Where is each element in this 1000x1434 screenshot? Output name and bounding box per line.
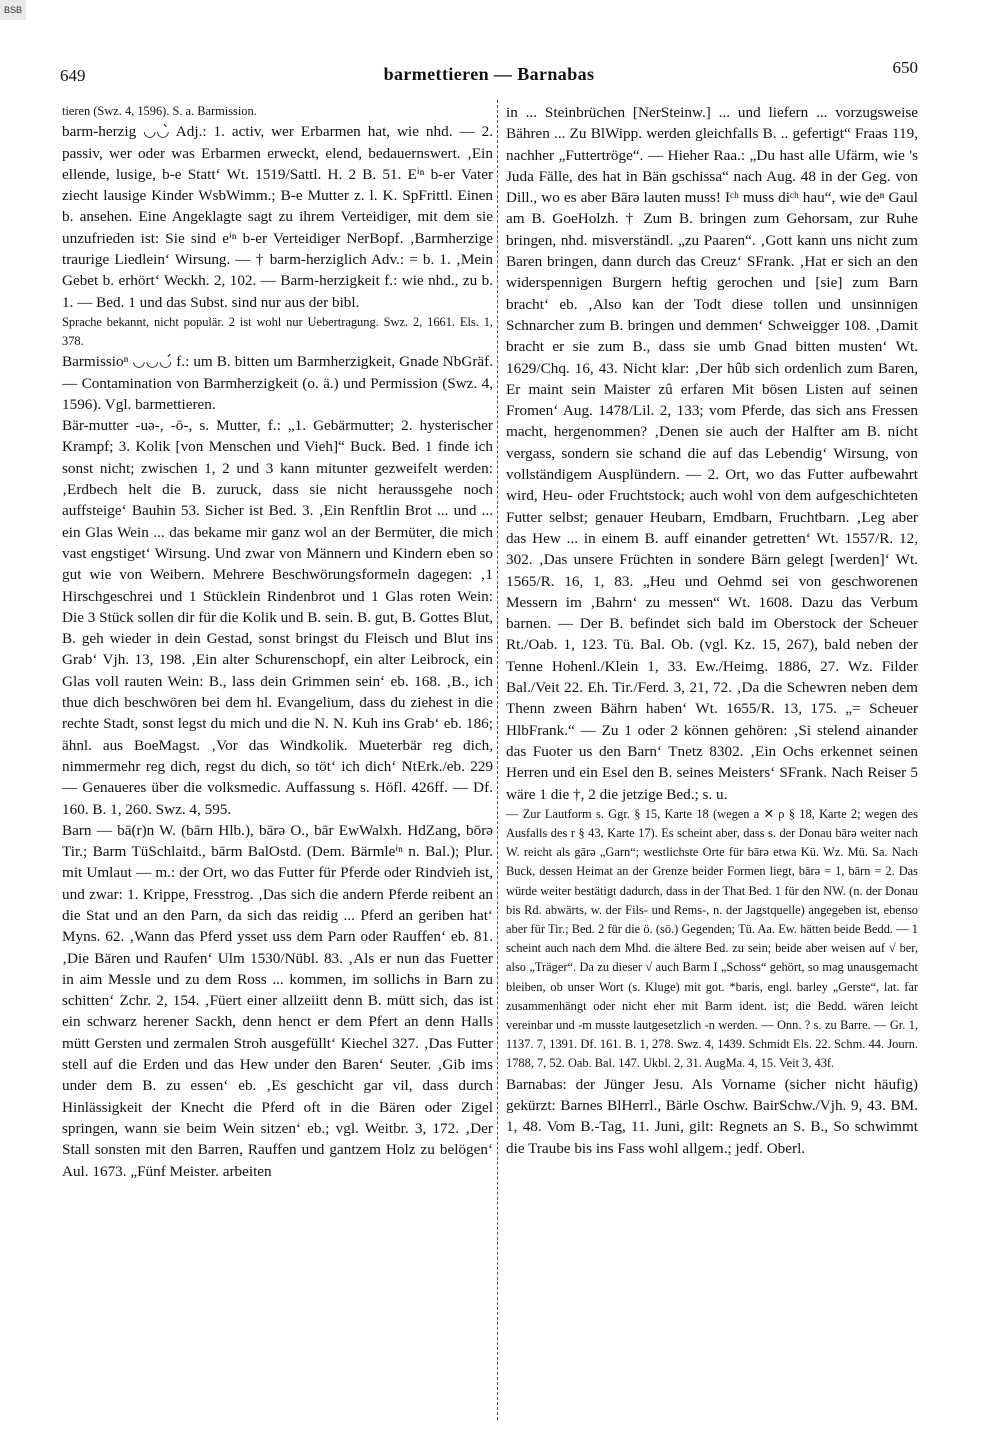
left-page-number: 649 [60, 66, 86, 85]
entry-barnabas: Barnabas: der Jünger Jesu. Als Vorname (sicher nicht häufig) gekürzt: Barnes BlHerrl., Bärle Oschw. BairSchw./Vjh. 9, 43. BM. 1, 48. Vom B.-Tag, 11. Juni, gilt: Regnets an S. B., So schwimmt die Traube bis ins Fass wohl allgem.; jedf. Oberl. [506, 1075, 918, 1157]
entry-barn-continued: in ... Steinbrüchen [NerSteinw.] ... und liefern ... vorzugsweise Bähren ... Zu BlWipp. werden gleichfalls B. .. gefertigt“ Fraas 119, nachher „Futtertröge“. — Hieher Raa.: „Du hast alle Ufärm, wie 's Juda Fälle, des hat in Bän gschissa“ nach Aug. 48 in der Geg. von Dill., wo es aber Bārə lauten muss! Iᶜʰ muss diᶜʰ hau“, wie deⁿ Gaul am B. GoeHolzh. † Zum B. bringen zum Gehorsam, zur Ruhe bringen, nhd. misverständl. „zu Paaren“. ‚Gott kann uns nicht zum Baren bringen, dann durch das Creuz‘ SFrank. ‚Hat er sich an den widerspennigen Burgern heftig gerochen und [sie] zum Barn bracht‘ eb. ‚Also kan der Todt diese tollen und unsinnigen Schnarcher zum B. bringen und demmen‘ Schweigger 108. ‚Damit bracht er sie zum B., dass sie umb Gnad bitten musten‘ Wt. 1629/Chq. 16, 43. Nicht klar: ‚Der hûb sich ordenlich zum Baren, Er maint sein Maister zû erfaren Mit bösen Listen auf seinen Fromen‘ Aug. 1478/Lil. 2, 133; vom Pferde, das sich ans Fressen macht, hergenommen? ‚Denen sie auch der Halfter am B. nicht vergass, sondern sie schand die auf das Lebendig‘ Wirsung, von vollständigem Ausplündern. — 2. Ort, wo das Futter aufbewahrt wird, Heu- oder Fruchtstock; auch wohl von dem aufgeschichteten Futter selbst; genauer Heubarn, Emdbarn, Fruchtbarn. ‚Leg aber das Hew ... in einem B. auff einander getretten‘ Wt. 1557/R. 12, 302. ‚Das unsere Früchten in sondere Bärn gelegt [werden]‘ Wt. 1565/R. 16, 1, 83. „Heu und Oehmd sei von geschworenen Messern im ‚Bahrn‘ zu messen“ Wt. 1608. Dazu das Verbum barnen. — Der B. befindet sich bald im Oberstock der Scheuer Rt./Oab. 1, 123. Tü. Bal. Ob. (vgl. Kz. 15, 267), bald neben der Tenne Hohenl./Klein 1, 33. Ew./Heimg. 1886, 27. Wz. Filder Bal./Veit 22. Eh. Tir./Ferd. 3, 21, 72. ‚Da die Schewren neben dem Thenn zween Bährn haben‘ Wt. 1655/R. 13, 175. „= Scheuer HlbFrank.“ — Zu 1 oder 2 können gehören: ‚Si stelend ainander das Fuoter us den Barn‘ Tnetz 8302. ‚Ein Ochs erkennet seinen Herren und ein Esel den B. seines Meisters‘ SFrank. Nach Reiser 5 wäre 1 die †, 2 die jetzige Bed.; s. u. [506, 104, 918, 803]
library-stamp: BSB [0, 0, 26, 20]
entry-barmherzig: barm-herzig ◡◡̀ Adj.: 1. activ, wer Erbarmen hat, wie nhd. — 2. passiv, wer oder was Erbarmen erweckt, elend, bedauernswert. ‚Ein ellende, lusige, b-e Statt‘ Wt. 1519/Sattl. H. 2 B. 51. Eⁱⁿ b-er Vater ziecht lausige Kinder WsbWimm.; B-e Mutter z. l. K. SpFrittl. Einen b. ansehen. Eine Angeklagte sagt zu ihrem Verteidiger, mit dem sie unzufrieden ist: Sie sind eⁱⁿ b-er Verteidiger NerBopf. ‚Barmherzige traurige Liedlein‘ Wirsung. — † barm-herziglich Adv.: = b. 1. ‚Mein Gebet b. erhört‘ Weckh. 2, 102. — Barm-herzigkeit f.: wie nhd., zu b. 1. — Bed. 1 und das Subst. sind nur aus der bibl. [62, 123, 493, 311]
entry-note: Sprache bekannt, nicht populär. 2 ist wohl nur Uebertragung. Swz. 2, 1661. Els. 1, 378. [62, 314, 493, 349]
entry-barmission: Barmissioⁿ ◡◡◡́ f.: um B. bitten um Barmherzigkeit, Gnade NbGräf. — Contamination von Barmherzigkeit (o. ä.) und Permission (Swz. 4, 1596). Vgl. barmettieren. [62, 353, 493, 413]
right-column [506, 102, 918, 1159]
column-divider [497, 100, 499, 1420]
right-page-number: 650 [892, 58, 918, 77]
entry-barn-note: — Zur Lautform s. Ggr. § 15, Karte 18 (wegen a ✕ ρ § 18, Karte 2; wegen des Ausfalls des r § 43, Karte 17). Es scheint aber, dass s. der Donau bārə weiter nach W. reicht als gārə „Garn“; westlichste Orte für bārə etwa Kü. Wz. Mü. Sa. Nach Buck, dessen Heimat an der Grenze beider Formen liegt, bārə = 1, bārn = 2. Das würde weiter bestätigt dadurch, dass in der That Bed. 1 für den NW. (n. der Donau bis Rd. abwärts, w. der Fils- und Rems-, n. der Jagstquelle) angegeben ist, ebenso aber für Tir.; Bed. 2 für die ö. (sö.) Gegenden; Tü. Aa. Ew. hätten beide Bedd. — 1 scheint auch nach dem Mhd. die ältere Bed. zu sein; beide aber weisen auf √ ber, also „Träger“. Da zu dieser √ auch Barm I „Schoss“ gehört, so mag unausgemacht bleiben, ob unser Wort (s. Kluge) mit got. *baris, engl. barley „Gerste“, lat. far zusammenhängt oder nicht eher mit Barm ident. ist; die Bedd. wären leicht vereinbar und -m musste lautgesetzlich -n werden. — Onn. ? s. zu Barre. — Gr. 1, 1137. 7, 1391. Df. 161. B. 1, 278. Swz. 4, 1439. Schmidt Els. 22. Schm. 44. Journ. 1788, 7, 52. Oab. Bal. 147. Ukbl. 2, 31. AugMa. 4, 15. Veit 3, 43f. [506, 806, 918, 1071]
entry-text: tieren (Swz. 4, 1596). S. a. Barmission. [62, 104, 257, 118]
entry-baermutter: Bär-mutter -uə-, -ō-, s. Mutter, f.: „1. Gebärmutter; 2. hysterischer Krampf; 3. Kolik [von Menschen und Vieh]“ Buck. Bed. 1 finde ich sonst nicht; zwischen 1, 2 und 3 kann mitunter gezweifelt werden: ‚Erdbech helt die B. zuruck, dass sie nicht heraussgehe noch auffsteige‘ Bauhin 53. Sicher ist Bed. 3. ‚Ein Renftlin Brot ... und ... ein Glas Wein ... das bekame mir ganz wol an der Bermüter, die mich vast engstiget‘ Wirsung. Und zwar von Männern und Kindern eben so gut wie von Weibern. Mehrere Beschwörungsformeln dagegen: ‚1 Hirschgeschrei und 1 Stücklein Rindenbrot und 1 Glas roten Wein: Die 3 Stück sollen dir für die Kolik und B. sein. B. gut, B. Gottes Blut, B. geh wieder in dein Gestad, sonst bringst du Fleisch und Blut ins Grab‘ Vjh. 13, 198. ‚Ein alter Schurenschopf, ein alter Leibrock, ein Glas voll rauten Wein: B., lass dein Grimmen sein‘ eb. 168. ‚B., ich thue dich beschwören bei dem hl. Evangelium, dass du ziehest in die rechte Stadt, sonst legst du mich und die N. N. Kuh ins Grab‘ eb. 186; ähnl. aus BoeMagst. ‚Vor das Windkolik. Mueterbär reg dich, nimmermehr reg dich, regst du dich, so töt‘ ich dich‘ NtErk./eb. 229 — Genaueres über die volksmedic. Auffassung s. Höfl. 426ff. — Df. 160. B. 1, 260. Swz. 4, 595. [62, 417, 493, 818]
page-header [60, 58, 918, 86]
left-column [62, 102, 493, 1182]
entry-barn: Barn — bā(r)n W. (bārn Hlb.), bārə O., bār EwWalxh. HdZang, bōrə Tir.; Barm TüSchlaitd., bārm BalOstd. (Dem. Bärmleⁱⁿ n. Bal.); Plur. mit Umlaut — m.: der Ort, wo das Futter für Pferde oder Rindvieh ist, und zwar: 1. Krippe, Fresstrog. ‚Das sich die andern Pferde reibent an die Stat und an den Parn, da sich das reidig ... Pferd an geriben hat‘ Myns. 62. ‚Wann das Pferd ysset uss dem Parn oder Rauffen‘ eb. 81. ‚Die Bären und Raufen‘ Ulm 1530/Nübl. 83. ‚Als er nun das Fuetter in aim Messle und zu dem Ross ... kommen, im sollichs in Barn zu schitten‘ Zchr. 2, 154. ‚Füert einer allzeiitt denn B. mütt sich, das ist ein schwarz herener Sackh, denn henct er dem Pfert an denn Halls mütt Gersten und zermalen Stroh ausgefüllt‘ Kiechel 327. ‚Das Futter stell auf die Erden und das Hew under den Baren‘ Seuter. ‚Gib ims under dem B. zu essen‘ eb. ‚Es geschicht gar vil, dass durch Hinlässigkeit der Knecht die Pferd oft in die Bären oder Zigel springen, wann sie beim Wein sitzen‘ eb.; vgl. Weitbr. 3, 172. ‚Der Stall sonsten mit den Barren, Rauffen und gantzem Holz zu belögen‘ Aul. 1673. „Fünf Meister. arbeiten [62, 821, 493, 1180]
running-title: barmettieren — Barnabas [383, 64, 595, 84]
